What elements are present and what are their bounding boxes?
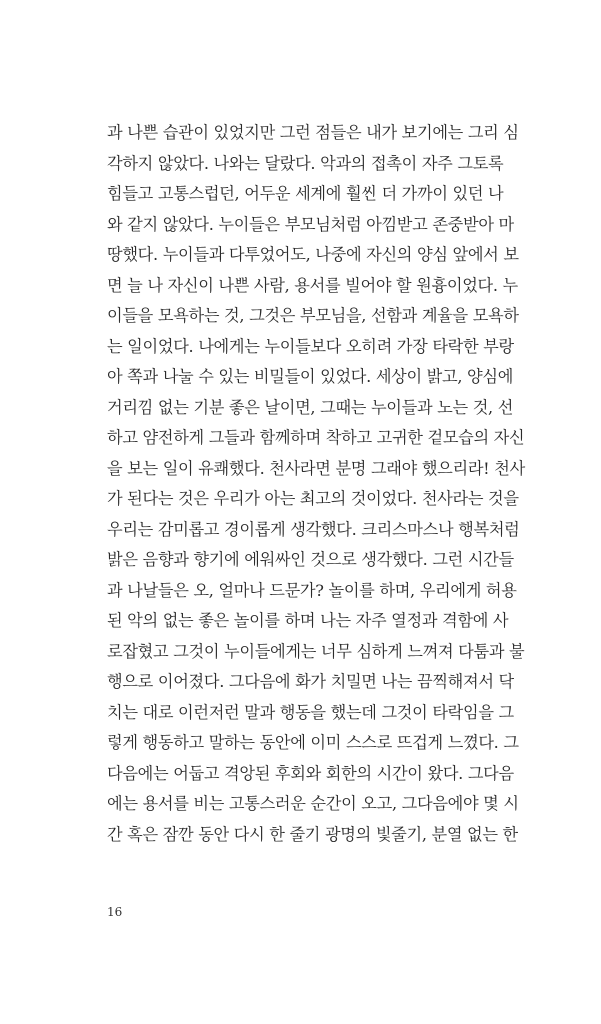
text-line: 면 늘 나 자신이 나쁜 사람, 용서를 빌어야 할 원흉이었다. 누 <box>107 275 518 295</box>
text-line: 거리낌 없는 기분 좋은 날이면, 그때는 누이들과 노는 것, 선 <box>107 397 514 417</box>
text-line: 된 악의 없는 좋은 놀이를 하며 나는 자주 열정과 격함에 사 <box>107 611 509 630</box>
text-line: 로잡혔고 그것이 누이들에게는 너무 심하게 느껴져 다툼과 불 <box>107 641 525 661</box>
body-text <box>107 118 525 850</box>
text-line: 다음에는 어둡고 격앙된 후회와 회한의 시간이 왔다. 그다음 <box>107 763 514 783</box>
text-line: 치는 대로 이런저런 말과 행동을 했는데 그것이 타락임을 그 <box>107 702 514 722</box>
text-line: 땅했다. 누이들과 다투었어도, 나중에 자신의 양심 앞에서 보 <box>107 245 519 264</box>
text-line: 이들을 모욕하는 것, 그것은 부모님을, 선함과 계율을 모욕하 <box>107 306 519 325</box>
text-line: 을 보는 일이 유쾌했다. 천사라면 분명 그래야 했으리라! 천사 <box>107 458 525 478</box>
text-line: 렇게 행동하고 말하는 동안에 이미 스스로 뜨겁게 느꼈다. 그 <box>107 733 519 752</box>
text-line: 에는 용서를 비는 고통스러운 순간이 오고, 그다음에야 몇 시 <box>107 794 519 813</box>
text-line: 간 혹은 잠깐 동안 다시 한 줄기 광명의 빛줄기, 분열 없는 한 <box>107 824 518 844</box>
page-number: 16 <box>107 905 123 919</box>
text-line: 각하지 않았다. 나와는 달랐다. 악과의 접촉이 자주 그토록 <box>107 153 504 173</box>
text-line: 우리는 감미롭고 경이롭게 생각했다. 크리스마스나 행복처럼 <box>107 519 520 539</box>
text-line: 가 된다는 것은 우리가 아는 최고의 것이었다. 천사라는 것을 <box>107 489 519 508</box>
text-line: 행으로 이어졌다. 그다음에 화가 치밀면 나는 끔찍해져서 닥 <box>107 672 514 691</box>
text-line: 과 나쁜 습관이 있었지만 그런 점들은 내가 보기에는 그리 심 <box>107 123 519 142</box>
text-line: 과 나날들은 오, 얼마나 드문가? 놀이를 하며, 우리에게 허용 <box>107 580 517 600</box>
text-line: 밝은 음향과 향기에 에워싸인 것으로 생각했다. 그런 시간들 <box>107 550 514 569</box>
text-line: 는 일이었다. 나에게는 누이들보다 오히려 가장 타락한 부랑 <box>107 336 514 356</box>
text-line: 아 쪽과 나눌 수 있는 비밀들이 있었다. 세상이 밝고, 양심에 <box>107 367 514 386</box>
text-line: 하고 얌전하게 그들과 함께하며 착하고 고귀한 겉모습의 자신 <box>107 428 525 447</box>
text-line: 힘들고 고통스럽던, 어두운 세계에 훨씬 더 가까이 있던 나 <box>107 184 504 203</box>
text-line: 와 같지 않았다. 누이들은 부모님처럼 아낌받고 존중받아 마 <box>107 214 514 234</box>
